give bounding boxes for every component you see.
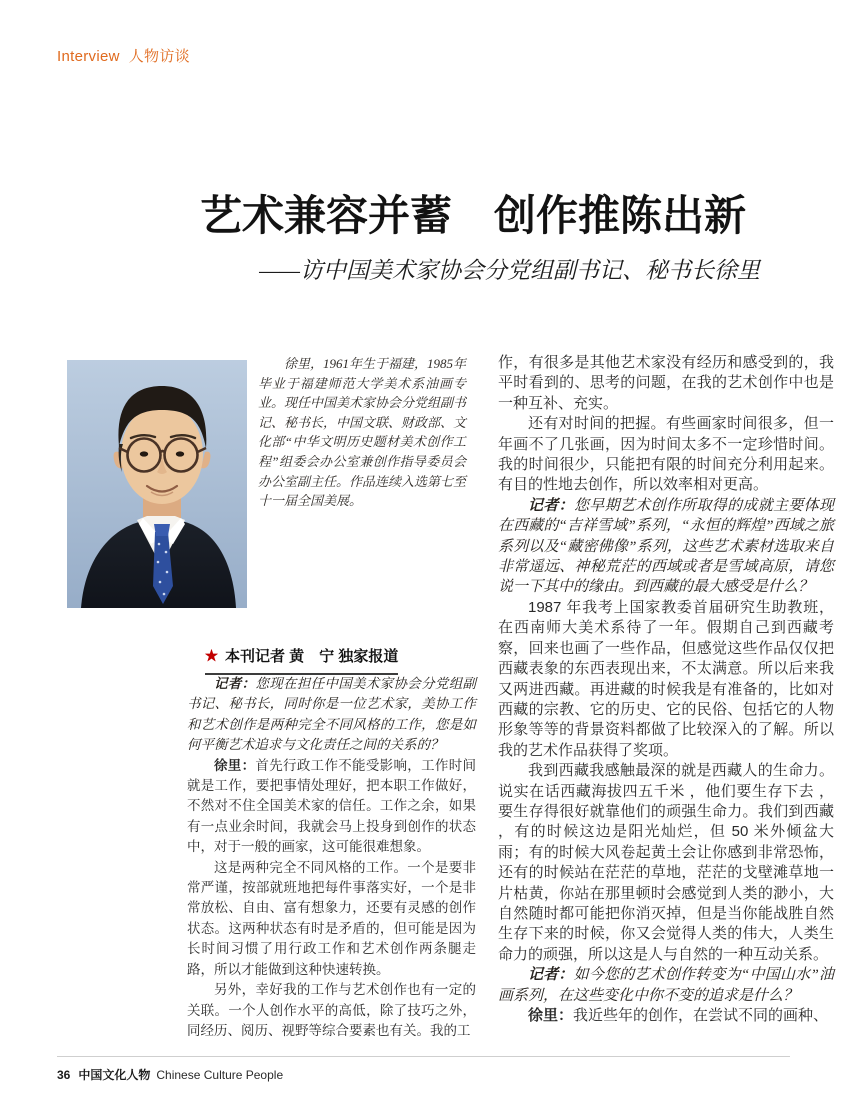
speaker-label: 徐里： [214, 757, 256, 773]
intro-paragraph: 徐里，1961年生于福建，1985年毕业于福建师范大学美术系油画专业。现任中国美术家协会分党组副书记、秘书长，中国文联、财政部、文化部“中华文明历史题材美术创作工程”组委会办公室兼创作指导委员会办公室副主任。作品连续入选第七至十一届全国美展。 [258, 356, 467, 509]
portrait-photo [67, 360, 247, 608]
section-label-en: Interview [57, 48, 120, 65]
footer-brand-zh: 中国文化人物 [78, 1068, 151, 1082]
byline [205, 645, 398, 675]
footer [57, 1066, 283, 1083]
answer-paragraph: 徐里：我近些年的创作，在尝试不同的画种、 [528, 1007, 829, 1024]
answer-paragraph: 这是两种完全不同风格的工作。一个是要非常严谨，按部就班地把每件事落实好，一个是非常放松、自由、富有想象力，还要有灵感的创作状态。这两种状态有时是矛盾的，但可能是因为长时间习惯了用行政工作和艺术创作两条腿走路，所以才能做到这种快速转换。 [187, 859, 476, 977]
answer-paragraph: 徐里：首先行政工作不能受影响，工作时间就是工作，要把事情处理好，把本职工作做好，不然对不住全国美术家的信任。工作之余，如果有一点业余时间，我就会马上投身到创作的状态中，对于一般的画家，这可能很难想象。 [187, 757, 477, 855]
left-column [187, 674, 476, 1041]
face [121, 404, 203, 504]
speaker-label: 记者： [528, 497, 574, 514]
speaker-label: 记者： [528, 967, 574, 984]
question-paragraph: 记者：您早期艺术创作所取得的成就主要体现在西藏的“吉祥雪域”系列，“永恒的辉煌”西域之旅系列以及“藏密佛像”系列，这些艺术素材选取来自非常遥远、神秘荒茫的西域或者是雪域高原，请您说一下其中的缘由。到西藏的最大感受是什么？ [498, 497, 834, 596]
answer-paragraph: 1987 年我考上国家教委首届研究生助教班，在西南师大美术系待了一年。假期自己到西藏考察，回来也画了一些作品，但感觉这些作品仅仅把西藏表象的东西表现出来，不太满意。所以后来我又两进西藏。再进藏的时候我是有准备的，比如对西藏的宗教、它的历史、它的民俗、包括它的人物形象等等的背景资料都做了比较深入的了解。所以我的艺术作品获得了奖项。 [498, 598, 834, 759]
right-column [498, 353, 834, 1026]
answer-paragraph: 还有对时间的把握。有些画家时间很多，但一年画不了几张画，因为时间太多不一定珍惜时间。我的时间很少，只能把有限的时间充分利用起来。有目的性地去创作，所以效率相对更高。 [498, 415, 834, 494]
speaker-label: 记者： [214, 676, 256, 691]
speaker-label: 徐里： [528, 1007, 574, 1024]
section-label [57, 45, 190, 66]
footer-divider [57, 1056, 790, 1057]
page-number: 36 [57, 1068, 71, 1082]
question-paragraph: 记者：如今您的艺术创作转变为“中国山水”油画系列，在这些变化中你不变的追求是什么？ [498, 967, 834, 1004]
star-icon: ★ [205, 648, 219, 663]
footer-brand-en: Chinese Culture People [156, 1068, 284, 1082]
tie-knot [154, 524, 170, 536]
question-paragraph: 记者：您现在担任中国美术家协会分党组副书记、秘书长，同时你是一位艺术家，美协工作和艺术创作是两种完全不同风格的工作，您是如何平衡艺术追求与文化责任之间的关系的？ [187, 676, 477, 753]
section-label-zh: 人物访谈 [128, 48, 190, 65]
page-subtitle: ——访中国美术家协会分党组副书记、秘书长徐里 [259, 258, 760, 283]
answer-paragraph: 我到西藏我感触最深的就是西藏人的生命力。说实在话西藏海拔四五千米 ，他们要生存下去 ，要生存得很好就靠他们的顽强生命力。我们到西藏 ，有的时候这边是阳光灿烂，但 50 米外倾盆大雨；有的时候大风卷起黄土会让你感到非常恐怖，还有的时候站在茫茫的草地，茫茫的戈壁滩草地一片枯黄，你站在那里顿时会感觉到人类的渺小，大自然随时都可能把你消灭掉，但是当你能战胜自然生存下来的时候，你又会觉得人类的伟大，人类生命力的顽强，所以这是人与自然的一种互动关系。 [498, 762, 834, 963]
byline-text: 本刊记者 黄 宁 独家报道 [225, 648, 399, 665]
answer-paragraph: 另外，幸好我的工作与艺术创作也有一定的关联。一个人创作水平的高低，除了技巧之外，同经历、阅历、视野等综合要素也有关。我的工 [187, 982, 476, 1038]
page-title: 艺术兼容并蓄 创作推陈出新 [199, 194, 746, 240]
answer-paragraph: 作，有很多是其他艺术家没有经历和感受到的，我平时看到的、思考的问题，在我的艺术创作中也是一种互补、充实。 [498, 354, 834, 412]
